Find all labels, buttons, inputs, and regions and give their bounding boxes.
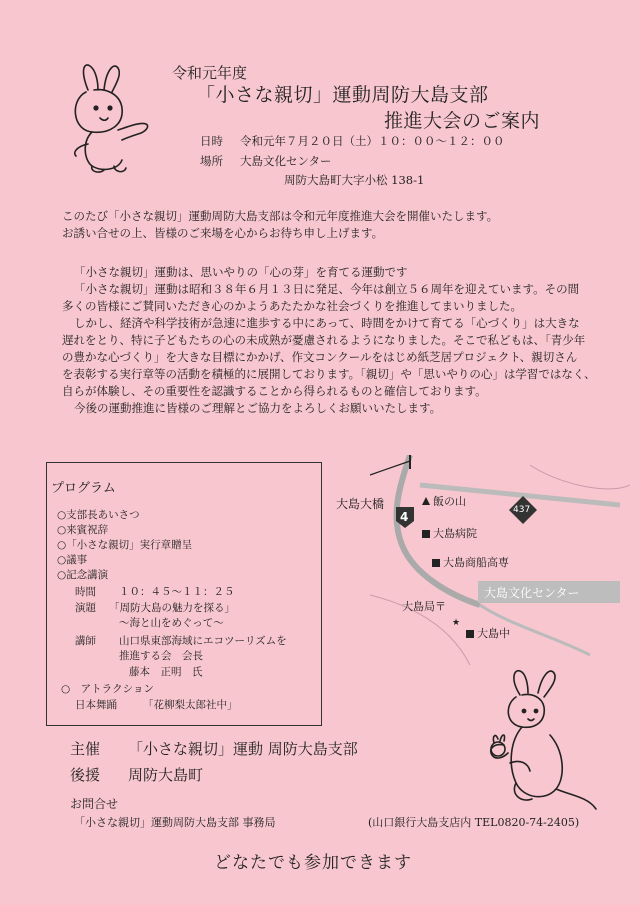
time-value: １０：４５～１１：２５	[119, 586, 235, 598]
event-subtitle: 推進大会のご案内	[384, 110, 541, 132]
year-heading: 令和元年度	[172, 64, 248, 82]
body-line-7: を表彰する実行章等の活動を積極的に展開しております。「親切」や「思いやりの心」は学習ではなく、	[62, 367, 596, 381]
mountain-icon	[422, 497, 430, 505]
rabbit-illustration	[58, 60, 158, 180]
attraction-heading: ○ アトラクション	[61, 683, 154, 695]
hospital-label	[422, 525, 477, 541]
junior-high-text: 大島中	[477, 627, 510, 640]
program-item: ○議事	[57, 554, 88, 566]
venue-star-icon: ★	[452, 618, 461, 628]
venue-label: 大島文化センター	[484, 586, 580, 600]
mountain-label	[422, 493, 466, 509]
theme-subtitle: ～海と山をめぐって～	[119, 617, 224, 629]
post-office-label: 大島局〒	[402, 600, 446, 613]
lecturer-name: 藤本 正明 氏	[129, 666, 203, 678]
route-437-number: 437	[513, 505, 531, 515]
hospital-text: 大島病院	[433, 527, 477, 540]
school-label	[432, 554, 509, 570]
route-4-number: 4	[400, 510, 409, 524]
program-title: プログラム	[51, 481, 116, 496]
closing-message: どなたでも参加できます	[214, 853, 412, 873]
program-item: ○「小さな親切」実行章贈呈	[57, 539, 193, 551]
date-label: 日時	[200, 134, 223, 148]
program-item: ○来賓祝辞	[57, 524, 109, 536]
event-title: 「小さな親切」運動周防大島支部	[196, 84, 489, 106]
date-value: 令和元年７月２０日（土）１０：００～１２：００	[240, 134, 505, 148]
contact-office: 「小さな親切」運動周防大島支部 事務局	[74, 816, 276, 829]
building-icon	[422, 530, 430, 538]
intro-line-2: お誘い合せの上、皆様のご来場を心からお待ち申し上げます。	[62, 226, 384, 240]
school-text: 大島商船高専	[443, 556, 509, 569]
junior-high-label	[466, 625, 510, 641]
body-line-4: しかし、経済や科学技術が急速に進歩する中にあって、時間をかけて育てる「心づくり」は大きな	[74, 316, 580, 330]
building-icon	[466, 630, 474, 638]
theme-value: 「周防大島の魅力を探る」	[109, 602, 235, 614]
building-icon	[432, 559, 440, 567]
body-line-6: の豊かな心づくり」を大きな目標にかかげ、作文コンクールをはじめ紙芝居プロジェクト、親切さん	[62, 350, 578, 364]
body-line-2: 「小さな親切」運動は昭和３８年６月１３日に発足、今年は創立５６周年を迎えています。その間	[74, 282, 580, 296]
time-label: 時間	[75, 586, 96, 598]
body-line-1: 「小さな親切」運動は、思いやりの「心の芽」を育てる運動です	[74, 265, 408, 279]
body-line-3: 多くの皆様にご賛同いただき心のかようあたたかな社会づくりを推進してまいりました。	[62, 299, 522, 313]
program-item: ○支部長あいさつ	[57, 509, 140, 521]
intro-line-1: このたび「小さな親切」運動周防大島支部は令和元年度推進大会を開催いたします。	[62, 209, 499, 223]
dance-value: 「花柳梨太郎社中」	[143, 699, 238, 711]
contact-phone: (山口銀行大島支店内 TEL0820-74-2405)	[368, 816, 580, 829]
venue-map	[330, 455, 630, 675]
body-line-5: 遅れをとり、特に子どもたちの心の未成熟が憂慮されるようになりました。そこで私どもは、「青少年	[62, 333, 586, 347]
body-line-9: 今後の運動推進に皆様のご理解とご協力をよろしくお願いいたします。	[74, 401, 442, 415]
contact-label: お問合せ	[70, 797, 119, 811]
lecturer-org-2: 推進する会 会長	[119, 650, 203, 662]
place-label: 場所	[200, 154, 223, 168]
program-item: ○記念講演	[57, 569, 109, 581]
place-value: 大島文化センター	[240, 154, 332, 168]
lecturer-label: 講師	[75, 635, 96, 647]
host-value: 「小さな親切」運動 周防大島支部	[128, 740, 358, 758]
dance-label: 日本舞踊	[75, 699, 117, 711]
address: 周防大島町大字小松 138-1	[284, 173, 425, 187]
host-label: 主催	[70, 740, 101, 758]
bridge-label: 大島大橋	[336, 497, 385, 511]
theme-label: 演題	[75, 602, 96, 614]
support-label: 後援	[70, 766, 101, 784]
body-line-8: 自らが体験し、その重要性を認識することから得られるものと確信しております。	[62, 384, 487, 398]
program-box	[46, 462, 322, 726]
mountain-text: 飯の山	[433, 495, 466, 508]
lecturer-org-1: 山口県東部海域にエコツーリズムを	[119, 635, 287, 647]
kangaroo-illustration	[480, 665, 600, 815]
support-value: 周防大島町	[128, 766, 204, 784]
